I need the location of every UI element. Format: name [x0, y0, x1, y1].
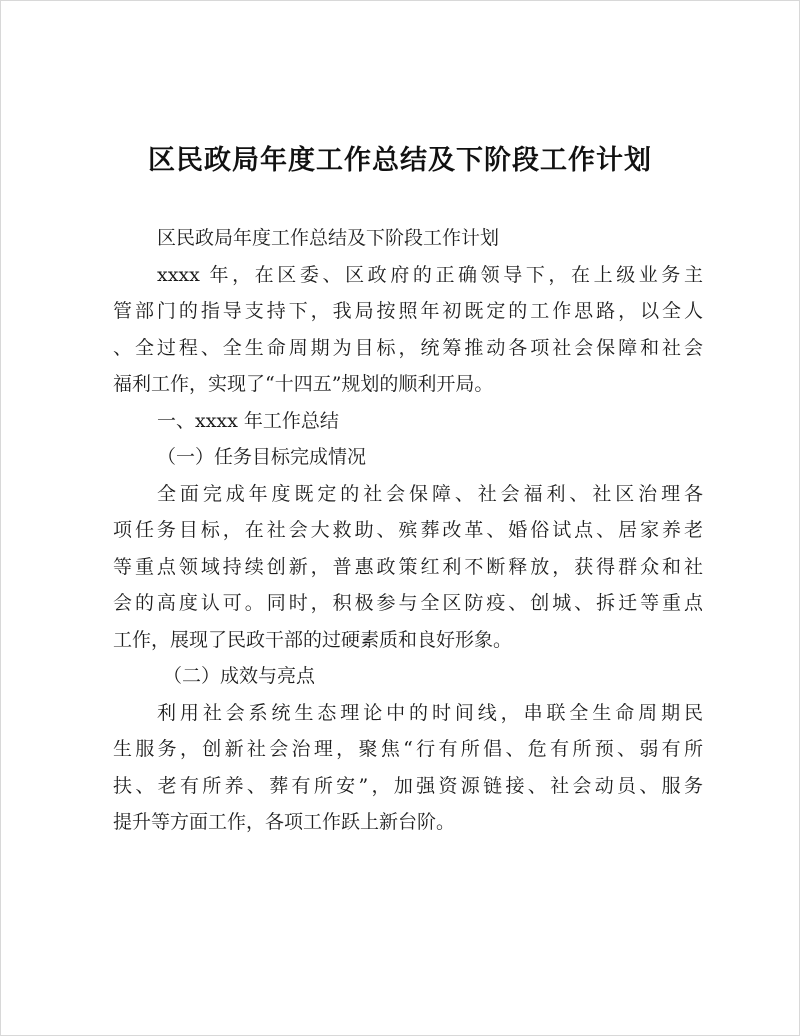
paragraph-line: 生服务，创新社会治理，聚焦“行有所倡、危有所预、弱有所 — [113, 738, 703, 760]
paragraph-line: 等重点领域持续创新，普惠政策红利不断释放，获得群众和社 — [113, 555, 703, 578]
paragraph-line: 全面完成年度既定的社会保障、社会福利、社区治理各 — [157, 482, 703, 505]
heading-line: （一）任务目标完成情况 — [157, 446, 367, 468]
heading-line: 一、xxxx 年工作总结 — [157, 409, 339, 432]
subsection-heading — [113, 658, 703, 695]
task-completion-paragraph — [113, 476, 703, 659]
paragraph-line: 区民政局年度工作总结及下阶段工作计划 — [157, 227, 500, 249]
paragraph-line: 管部门的指导支持下，我局按照年初既定的工作思路，以全人 — [113, 300, 703, 322]
document-body — [113, 220, 703, 841]
paragraph-line: 扶、老有所养、葬有所安”，加强资源链接、社会动员、服务 — [113, 774, 703, 797]
section-heading — [113, 403, 703, 440]
document-title: 区民政局年度工作总结及下阶段工作计划 — [148, 145, 652, 176]
paragraph-line: 利用社会系统生态理论中的时间线，串联全生命周期民 — [157, 701, 703, 724]
subsection-heading — [113, 439, 703, 476]
intro-paragraph — [113, 257, 703, 403]
subtitle-paragraph — [113, 220, 703, 257]
achievements-paragraph — [113, 695, 703, 841]
paragraph-line: 提升等方面工作，各项工作跃上新台阶。 — [113, 811, 456, 833]
paragraph-line: 工作，展现了民政干部的过硬素质和良好形象。 — [113, 628, 513, 651]
paragraph-line: 、全过程、全生命周期为目标，统筹推动各项社会保障和社会 — [113, 336, 703, 359]
heading-line: （二）成效与亮点 — [163, 665, 316, 687]
paragraph-line: 福利工作，实现了“十四五”规划的顺利开局。 — [113, 373, 494, 395]
paragraph-line: 会的高度认可。同时，积极参与全区防疫、创城、拆迁等重点 — [113, 592, 703, 614]
paragraph-line: 项任务目标，在社会大救助、殡葬改革、婚俗试点、居家养老 — [113, 519, 703, 541]
paragraph-line: xxxx 年，在区委、区政府的正确领导下，在上级业务主 — [157, 263, 703, 286]
